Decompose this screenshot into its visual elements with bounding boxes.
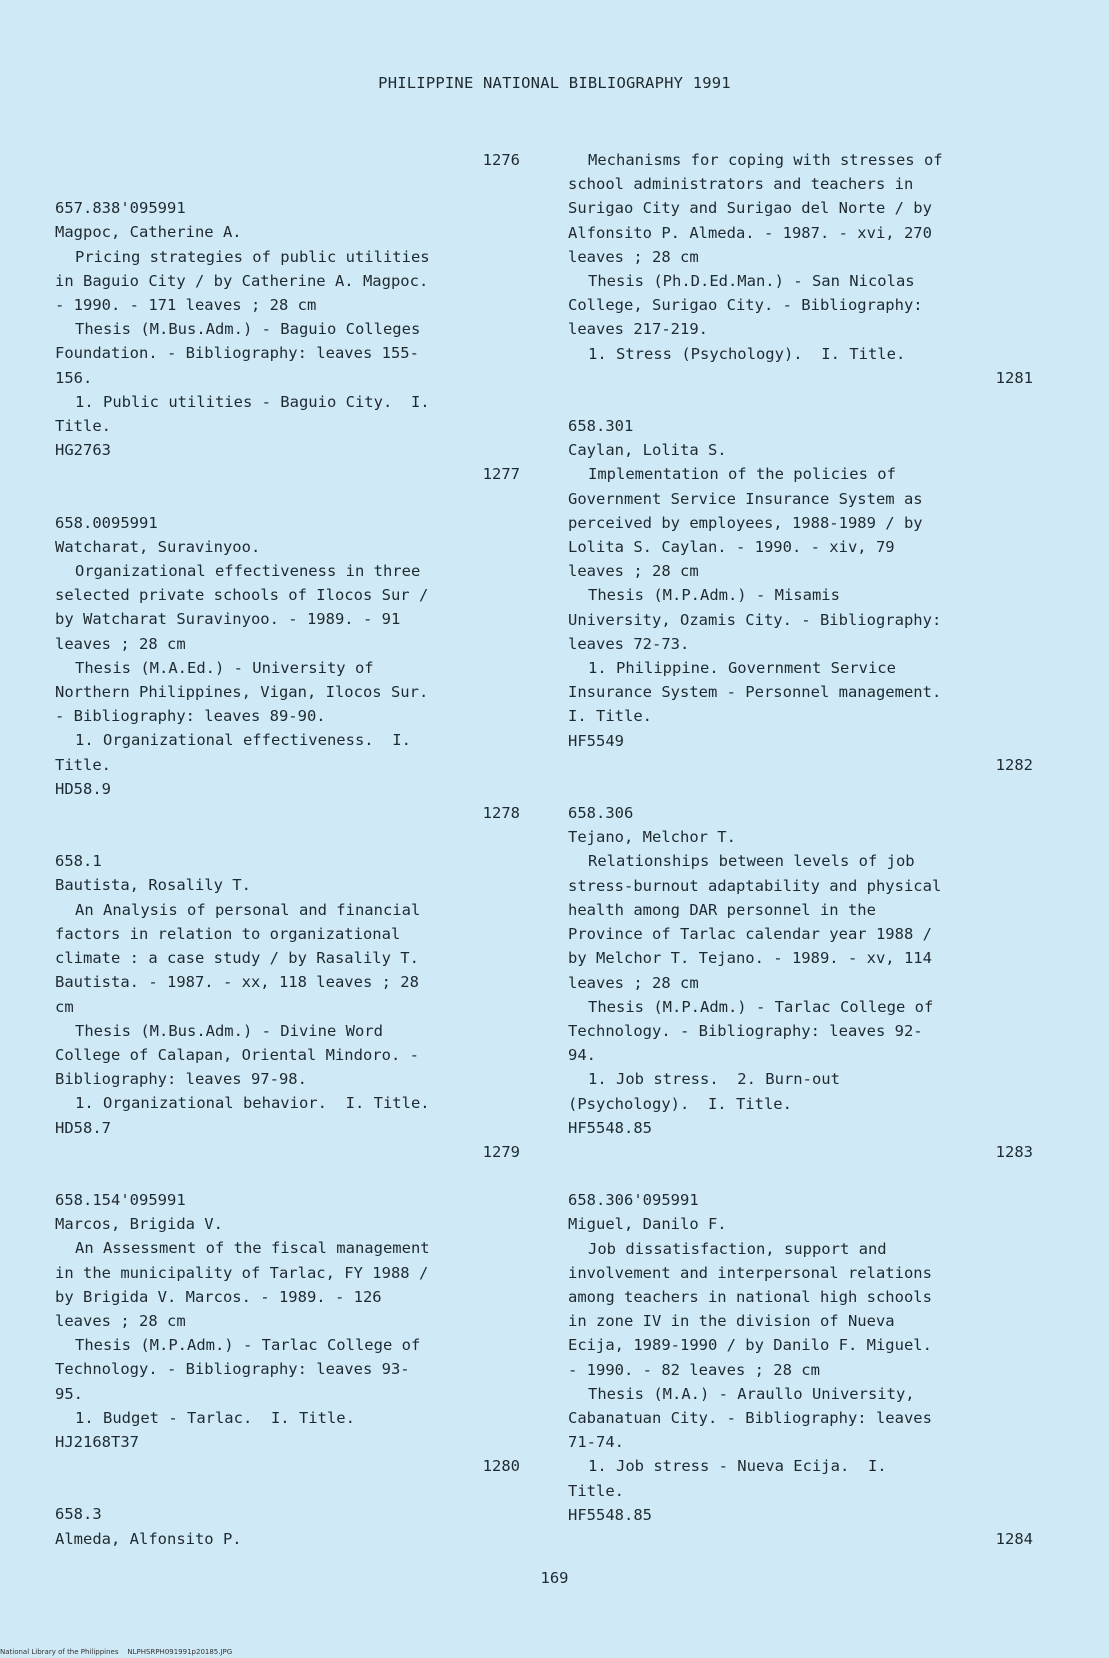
entry-line: 658.0095991 [55,513,158,532]
entry-line: Organizational effectiveness in three [75,562,421,581]
scan-footer [0,1648,232,1657]
entry-line: An Assessment of the fiscal management [75,1239,430,1258]
entry-number: 1283 [995,1142,1033,1161]
entry-line: Technology. - Bibliography: leaves 92- [568,1021,923,1040]
entry-number: 1284 [995,1529,1033,1548]
entry-line: I. Title. [568,707,652,726]
entry-line: 658.1 [55,852,102,871]
entry-line: Insurance System - Personnel management. [568,683,942,702]
entry-line: leaves ; 28 cm [568,973,699,992]
entry-line: by Watcharat Suravinyoo. - 1989. - 91 [55,610,401,629]
entry-line: Thesis (M.A.) - Araullo University, [588,1384,915,1403]
footer-file: NLPHSRPH091991p20185.JPG [127,1648,233,1656]
entry-line: leaves ; 28 cm [568,562,699,581]
entry-number: 1277 [482,465,520,484]
entry-line: 71-74. [568,1433,624,1452]
blank-line [568,390,1033,414]
entry-line: Title. [55,755,111,774]
entry-line: College of Calapan, Oriental Mindoro. - [55,1045,419,1064]
entry-line: 1. Public utilities - Baguio City. I. [75,392,430,411]
page-header: PHILIPPINE NATIONAL BIBLIOGRAPHY 1991 [378,74,731,92]
entry-line: Bautista, Rosalily T. [55,876,251,895]
entry-line: HF5549 [568,731,624,750]
entry-line: 658.306'095991 [568,1191,699,1210]
entry-line: among teachers in national high schools [568,1287,932,1306]
entry-line: involvement and interpersonal relations [568,1263,932,1282]
entry-line: 658.301 [568,417,634,436]
entry-line: leaves 72-73. [568,634,690,653]
entry-line: 1. Stress (Psychology). I. Title. [588,344,906,363]
entry-line: HD58.7 [55,1118,111,1137]
entry-line: Bibliography: leaves 97-98. [55,1070,307,1089]
entry-line: in Baguio City / by Catherine A. Magpoc. [55,271,429,290]
entry-line: Almeda, Alfonsito P. [55,1529,242,1548]
left-column [55,148,520,1551]
entry-line: Cabanatuan City. - Bibliography: leaves [568,1408,932,1427]
entry-line: Bautista. - 1987. - xx, 118 leaves ; 28 [55,973,419,992]
entry-line: Caylan, Lolita S. [568,441,727,460]
entry-line: (Psychology). I. Title. [568,1094,792,1113]
entry-line: by Brigida V. Marcos. - 1989. - 126 [55,1287,382,1306]
entry-line: climate : a case study / by Rasalily T. [55,949,419,968]
entry-line: stress-burnout adaptability and physical [568,876,942,895]
entry-line: 1. Organizational behavior. I. Title. [75,1094,430,1113]
entry-line: selected private schools of Ilocos Sur / [55,586,429,605]
entry-line: Foundation. - Bibliography: leaves 155- [55,344,419,363]
entry-number: 1282 [995,755,1033,774]
entry-line: Thesis (M.Bus.Adm.) - Divine Word [75,1021,383,1040]
entry-line: Relationships between levels of job [588,852,915,871]
entry-line: Mechanisms for coping with stresses of [588,151,943,169]
entry-line: 95. [55,1384,83,1403]
entry-line: 658.3 [55,1505,102,1524]
entry-line: Lolita S. Caylan. - 1990. - xiv, 79 [568,538,895,557]
blank-line [568,777,1033,801]
entry-line: Pricing strategies of public utilities [75,247,430,266]
entry-line: Thesis (M.P.Adm.) - Misamis [588,586,840,605]
entry-number: 1278 [482,804,520,823]
entry-line: cm [55,997,74,1016]
entry-line: Implementation of the policies of [588,465,896,484]
entry-line: Title. [55,417,111,436]
entry-line: HD58.9 [55,779,111,798]
entry-line: leaves ; 28 cm [55,1311,186,1330]
entry-line: Alfonsito P. Almeda. - 1987. - xvi, 270 [568,223,932,242]
entry-line: University, Ozamis City. - Bibliography: [568,610,942,629]
footer-library: National Library of the Philippines [0,1648,119,1656]
entry-line: Job dissatisfaction, support and [588,1239,887,1258]
entry-number: 1279 [482,1142,520,1161]
entry-line: Government Service Insurance System as [568,489,923,508]
entry-line: by Melchor T. Tejano. - 1989. - xv, 114 [568,949,932,968]
entry-line: An Analysis of personal and financial [75,900,421,919]
entry-line: HJ2168T37 [55,1432,139,1451]
entry-line: HF5548.85 [568,1118,652,1137]
entry-line: 1. Budget - Tarlac. I. Title. [75,1408,355,1427]
entry-line: 1. Organizational effectiveness. I. [75,731,411,750]
entry-line: Thesis (Ph.D.Ed.Man.) - San Nicolas [588,272,915,291]
entry-line: Northern Philippines, Vigan, Ilocos Sur. [55,683,429,702]
entry-line: - 1990. - 171 leaves ; 28 cm [55,296,317,315]
page-number: 169 [540,1569,569,1587]
entry-line: health among DAR personnel in the [568,900,876,919]
entry-line: Surigao City and Surigao del Norte / by [568,199,932,218]
entry-line: Title. [568,1481,624,1500]
entry-line: 156. [55,368,93,387]
entry-number: 1280 [482,1457,520,1476]
entry-line: HF5548.85 [568,1505,652,1524]
entry-line: 658.306 [568,804,634,823]
entry-line: leaves 217-219. [568,320,708,339]
entry-line: 1. Philippine. Government Service [588,659,896,678]
entry-line: Magpoc, Catherine A. [55,223,242,242]
entry-line: leaves ; 28 cm [55,634,186,653]
entry-line: perceived by employees, 1988-1989 / by [568,513,923,532]
blank-line [55,487,520,511]
entry-line: Thesis (M.P.Adm.) - Tarlac College of [588,997,934,1016]
entry-line: - Bibliography: leaves 89-90. [55,707,326,726]
entry-number: 1276 [482,151,520,169]
entry-line: in zone IV in the division of Nueva [568,1312,895,1331]
entry-line: Tejano, Melchor T. [568,828,736,847]
entry-line: Thesis (M.Bus.Adm.) - Baguio Colleges [75,320,421,339]
entry-line: College, Surigao City. - Bibliography: [568,296,923,315]
entry-line: leaves ; 28 cm [568,247,699,266]
entry-line: 657.838'095991 [55,199,186,218]
entry-line: in the municipality of Tarlac, FY 1988 / [55,1263,429,1282]
entry-line: factors in relation to organizational [55,924,401,943]
blank-line [55,1164,520,1188]
right-column [568,148,1033,1551]
entry-line: school administrators and teachers in [568,175,914,194]
entry-line: Ecija, 1989-1990 / by Danilo F. Miguel. [568,1336,932,1355]
entry-line: Province of Tarlac calendar year 1988 / [568,925,932,944]
entry-line: 658.154'095991 [55,1190,186,1209]
entry-line: Technology. - Bibliography: leaves 93- [55,1360,410,1379]
entry-line: - 1990. - 82 leaves ; 28 cm [568,1360,820,1379]
blank-line [55,172,520,196]
entry-line: 94. [568,1046,596,1065]
entry-line: Thesis (M.A.Ed.) - University of [75,658,374,677]
entry-number: 1281 [995,368,1033,387]
entry-line: HG2763 [55,441,111,460]
blank-line [55,825,520,849]
blank-line [568,1164,1033,1188]
entry-line: Watcharat, Suravinyoo. [55,537,261,556]
entry-line: 1. Job stress - Nueva Ecija. I. [588,1457,887,1476]
entry-line: Marcos, Brigida V. [55,1215,223,1234]
entry-line: Miguel, Danilo F. [568,1215,727,1234]
entry-line: Thesis (M.P.Adm.) - Tarlac College of [75,1336,421,1355]
entry-line: 1. Job stress. 2. Burn-out [588,1070,840,1089]
blank-line [55,1478,520,1502]
